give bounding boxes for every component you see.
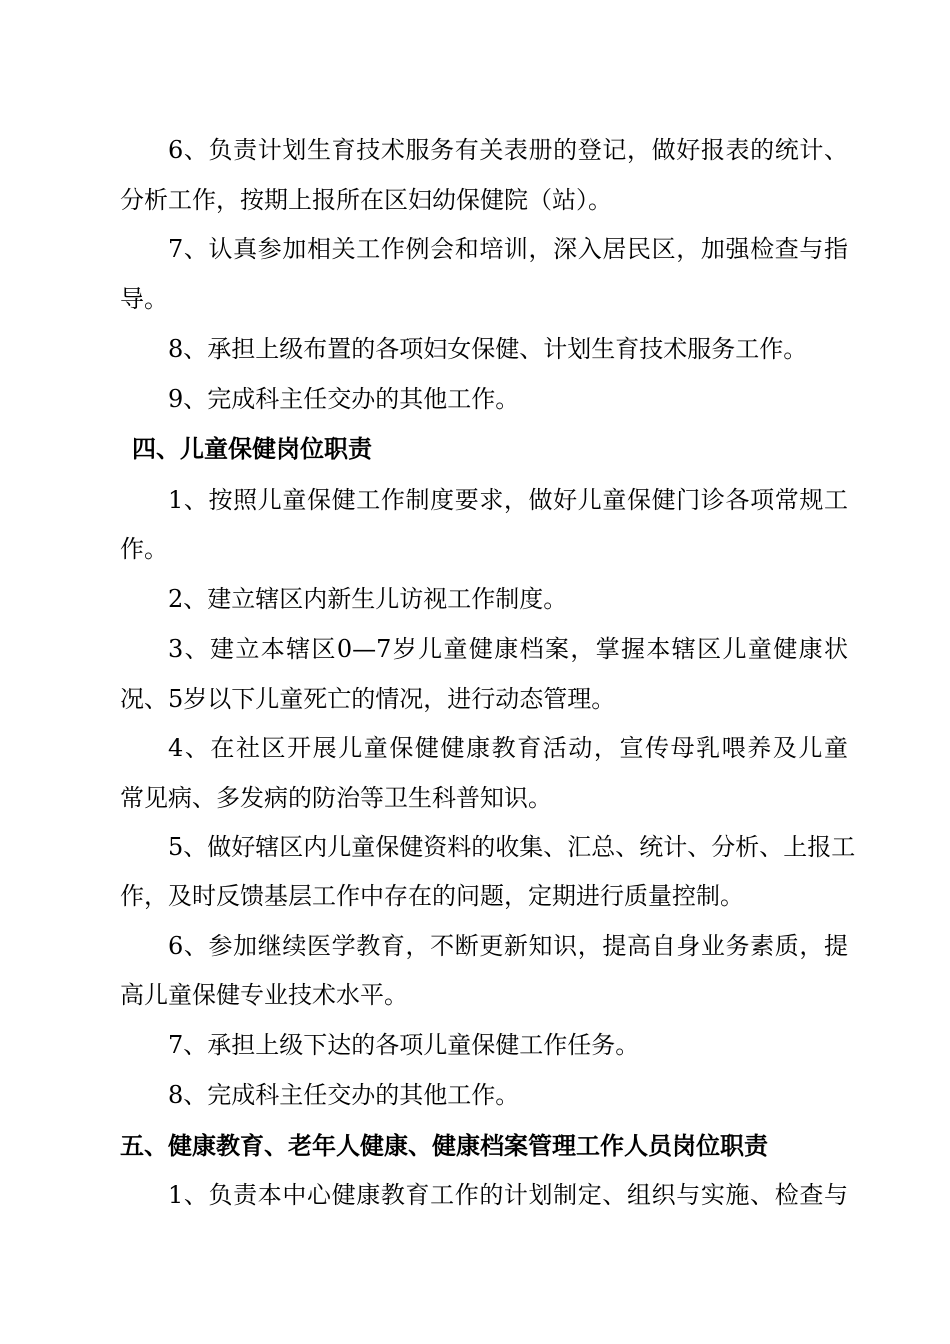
section-4-item-1-line-2: 作。: [120, 535, 168, 563]
section-4-item-1-line-1: 1、按照儿童保健工作制度要求，做好儿童保健门诊各项常规工: [168, 486, 848, 514]
item-7-line-1: 7、认真参加相关工作例会和培训，深入居民区，加强检查与指: [168, 235, 848, 263]
section-4-item-2: 2、建立辖区内新生儿访视工作制度。: [168, 585, 568, 613]
section-5-heading: 五、健康教育、老年人健康、健康档案管理工作人员岗位职责: [120, 1132, 768, 1160]
item-7-line-2: 导。: [120, 285, 168, 313]
section-4-item-7: 7、承担上级下达的各项儿童保健工作任务。: [168, 1031, 640, 1059]
section-4-heading: 四、儿童保健岗位职责: [132, 435, 372, 463]
section-4-item-3-line-2: 况、5岁以下儿童死亡的情况，进行动态管理。: [120, 685, 616, 713]
section-4-item-8: 8、完成科主任交办的其他工作。: [168, 1081, 520, 1109]
section-4-item-6-line-1: 6、参加继续医学教育，不断更新知识，提高自身业务素质，提: [168, 932, 848, 960]
item-6-line-1: 6、负责计划生育技术服务有关表册的登记，做好报表的统计、: [168, 136, 848, 164]
item-9: 9、完成科主任交办的其他工作。: [168, 385, 520, 413]
section-4-item-6-line-2: 高儿童保健专业技术水平。: [120, 981, 408, 1009]
item-6-line-2: 分析工作，按期上报所在区妇幼保健院（站）。: [120, 186, 612, 214]
section-4-item-5-line-1: 5、做好辖区内儿童保健资料的收集、汇总、统计、分析、上报工: [168, 833, 856, 861]
section-5-item-1-line-1: 1、负责本中心健康教育工作的计划制定、组织与实施、检查与: [168, 1181, 848, 1209]
section-4-item-4-line-1: 4、在社区开展儿童保健健康教育活动，宣传母乳喂养及儿童: [168, 734, 848, 762]
section-4-item-3-line-1: 3、建立本辖区0—7岁儿童健康档案，掌握本辖区儿童健康状: [168, 635, 848, 663]
item-8: 8、承担上级布置的各项妇女保健、计划生育技术服务工作。: [168, 335, 808, 363]
section-4-item-4-line-2: 常见病、多发病的防治等卫生科普知识。: [120, 784, 552, 812]
section-4-item-5-line-2: 作，及时反馈基层工作中存在的问题，定期进行质量控制。: [120, 882, 744, 910]
